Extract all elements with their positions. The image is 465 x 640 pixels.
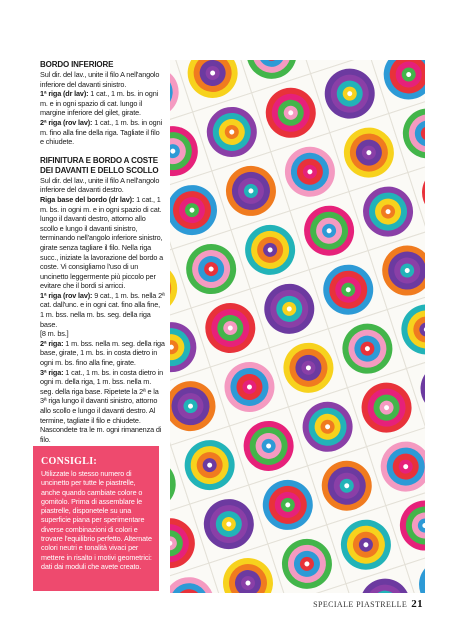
- instruction-line: [40, 176, 165, 195]
- instruction-row-label: 1ª riga (dr lav):: [40, 89, 89, 99]
- instruction-text: 1 cat., 1 m. bs. in ogni m. fino alla fine della riga. Tagliate il filo e chiudete.: [40, 117, 162, 147]
- instruction-line: [40, 291, 165, 329]
- instruction-text: 1 cat., 1 m. bs. in ogni m. e in ogni spazio di cat. lungo il davanti destro, attorno allo scollo e lungo il davanti sinistro, terminando nell'angolo inferiore sinistro, girate senza tagliare il filo. Nella riga succ., iniziate la lavorazione del bordo a coste. Vi consigliamo l'uso di un uncinetto leggermente più piccolo per evitare che il bordi si arricci.: [40, 194, 164, 291]
- tips-title: CONSIGLI:: [41, 456, 98, 467]
- instruction-line: [40, 329, 165, 339]
- page-footer: [313, 598, 423, 610]
- instruction-line: [40, 339, 165, 368]
- instruction-row-label: 3ª riga:: [40, 367, 64, 377]
- page-number: 21: [411, 598, 423, 610]
- instructions-column: [40, 60, 165, 444]
- tips-text: Utilizzate lo stesso numero di uncinetto per tutte le piastrelle, anche quando cambiate colore o gomitolo. Prima di assemblare le piastrelle, disponetele su una superficie piana per sperimentare diverse combinazioni di colori e trovare l'equilibrio perfetto. Alternate colori neutri e tonalità vivaci per mettere in risalto i motivi geometrici: dati dai moduli che avete creato.: [41, 469, 152, 571]
- instruction-line: [40, 118, 165, 147]
- instruction-text: 9 cat., 1 m. bs. nella 2ª cat. dall'unc. e in ogni cat. fino alla fine, 1 m. bss. nella m. bs. seg. della riga base.: [40, 290, 165, 329]
- instruction-row-label: Riga base del bordo (dr lav):: [40, 194, 135, 204]
- granny-square-blanket-photo: [170, 60, 425, 593]
- instruction-line: [40, 89, 165, 118]
- section-heading: BORDO INFERIORE: [40, 60, 114, 69]
- instruction-text: [8 m. bs.]: [40, 329, 69, 339]
- instruction-line: [40, 368, 165, 445]
- instruction-row-label: 2ª riga:: [40, 338, 64, 348]
- tips-box: [33, 446, 159, 591]
- instruction-row-label: 2ª riga (rov lav):: [40, 117, 93, 127]
- instruction-text: 1 cat., 1 m. bs. in ogni m. e in ogni spazio di cat. lungo il margine inferiore del gilet, girate.: [40, 89, 159, 118]
- section-heading: RIFINITURA E BORDO A COSTE DEI DAVANTI E DELLO SCOLLO: [40, 155, 159, 175]
- instruction-text: 1 m. bss. nella m. seg. della riga base, girate, 1 m. bs. in costa dietro in ogni m. bs. fino alla fine, girate.: [40, 338, 165, 368]
- footer-label: SPECIALE PIASTRELLE: [313, 600, 408, 609]
- instruction-text: Sul dir. del lav., unite il filo A nell'angolo inferiore del davanti sinistro.: [40, 70, 160, 89]
- blanket-illustration: [170, 60, 425, 593]
- instruction-line: [40, 70, 165, 89]
- instruction-text: Sul dir. del lav., unite il filo A nell'angolo inferiore del davanti destro.: [40, 175, 160, 195]
- instruction-text: 1 cat., 1 m. bs. in costa dietro in ogni m. della riga, 1 m. bss. nella m. seg. della riga base. Ripetete la 2ª e la 3ª riga lungo il davanti sinistro, attorno allo scollo e lungo il davanti destro. Al termine, tagliate il filo e chiudete. Nascondete tra le m. ogni rimanenza di filo.: [40, 367, 164, 444]
- instruction-line: [40, 195, 165, 291]
- instruction-row-label: 1ª riga (rov lav):: [40, 290, 93, 300]
